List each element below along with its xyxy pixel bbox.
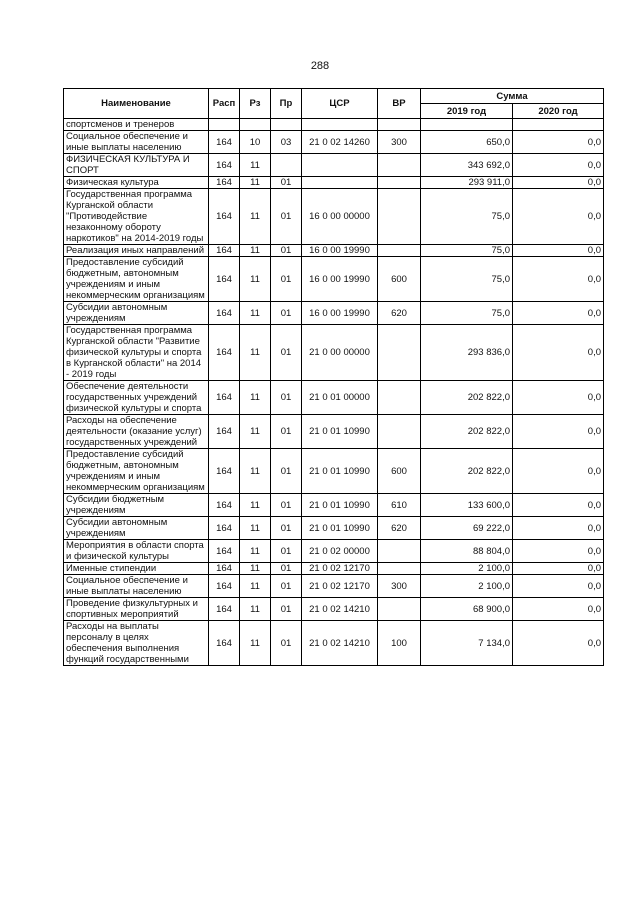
row-name: ФИЗИЧЕСКАЯ КУЛЬТУРА И СПОРТ <box>64 154 209 177</box>
row-vr <box>378 245 421 257</box>
header-name: Наименование <box>64 89 209 119</box>
row-name: Расходы на обеспечение деятельности (оказание услуг) государственных учреждений <box>64 415 209 449</box>
row-2019: 75,0 <box>421 245 513 257</box>
row-name: Предоставление субсидий бюджетным, автономным учреждениям и иным некоммерческим организациям <box>64 449 209 494</box>
row-rz: 11 <box>240 517 271 540</box>
row-pr: 01 <box>271 381 302 415</box>
table-row <box>64 494 604 517</box>
row-2020: 0,0 <box>513 189 604 245</box>
table-row <box>64 245 604 257</box>
row-vr <box>378 540 421 563</box>
row-csr: 21 0 01 00000 <box>302 381 378 415</box>
row-vr <box>378 325 421 381</box>
row-rz: 11 <box>240 381 271 415</box>
row-rz: 11 <box>240 415 271 449</box>
table-row <box>64 621 604 666</box>
row-pr: 01 <box>271 449 302 494</box>
table-body <box>64 119 604 666</box>
table-row <box>64 325 604 381</box>
row-rasp: 164 <box>209 449 240 494</box>
row-csr: 16 0 00 00000 <box>302 189 378 245</box>
row-vr: 300 <box>378 575 421 598</box>
row-2019: 2 100,0 <box>421 575 513 598</box>
table-row <box>64 540 604 563</box>
row-csr: 21 0 01 10990 <box>302 449 378 494</box>
row-2020: 0,0 <box>513 449 604 494</box>
row-name: Предоставление субсидий бюджетным, автономным учреждениям и иным некоммерческим организациям <box>64 257 209 302</box>
header-pr: Пр <box>271 89 302 119</box>
row-rz: 11 <box>240 621 271 666</box>
row-rasp: 164 <box>209 302 240 325</box>
row-csr: 21 0 02 14210 <box>302 621 378 666</box>
row-vr: 620 <box>378 517 421 540</box>
row-vr <box>378 189 421 245</box>
table-row <box>64 575 604 598</box>
table-row <box>64 177 604 189</box>
row-pr: 01 <box>271 494 302 517</box>
row-csr: 16 0 00 19990 <box>302 245 378 257</box>
row-csr: 21 0 02 12170 <box>302 563 378 575</box>
row-2019: 133 600,0 <box>421 494 513 517</box>
table-row <box>64 517 604 540</box>
row-rz: 11 <box>240 598 271 621</box>
row-csr: 21 0 02 14210 <box>302 598 378 621</box>
row-rz: 11 <box>240 245 271 257</box>
table-row <box>64 189 604 245</box>
row-csr: 16 0 00 19990 <box>302 302 378 325</box>
row-pr: 01 <box>271 325 302 381</box>
row-pr: 01 <box>271 415 302 449</box>
row-rasp: 164 <box>209 177 240 189</box>
row-vr: 300 <box>378 131 421 154</box>
row-2020: 0,0 <box>513 494 604 517</box>
row-2020: 0,0 <box>513 381 604 415</box>
row-name: спортсменов и тренеров <box>64 119 209 131</box>
row-2019: 202 822,0 <box>421 415 513 449</box>
row-2020: 0,0 <box>513 325 604 381</box>
row-vr: 610 <box>378 494 421 517</box>
row-2020: 0,0 <box>513 245 604 257</box>
row-pr: 01 <box>271 621 302 666</box>
row-rz: 11 <box>240 154 271 177</box>
row-name: Социальное обеспечение и иные выплаты населению <box>64 575 209 598</box>
row-vr <box>378 563 421 575</box>
row-2020: 0,0 <box>513 257 604 302</box>
row-2019 <box>421 119 513 131</box>
row-2020: 0,0 <box>513 575 604 598</box>
header-2020: 2020 год <box>513 104 604 119</box>
row-vr <box>378 381 421 415</box>
row-2019: 293 911,0 <box>421 177 513 189</box>
row-rasp: 164 <box>209 517 240 540</box>
row-2020: 0,0 <box>513 621 604 666</box>
row-rasp: 164 <box>209 154 240 177</box>
header-csr: ЦСР <box>302 89 378 119</box>
row-2019: 2 100,0 <box>421 563 513 575</box>
row-rz: 11 <box>240 563 271 575</box>
row-rz: 11 <box>240 575 271 598</box>
row-2019: 293 836,0 <box>421 325 513 381</box>
row-name: Субсидии автономным учреждениям <box>64 517 209 540</box>
table-row <box>64 131 604 154</box>
row-rasp: 164 <box>209 621 240 666</box>
row-name: Физическая культура <box>64 177 209 189</box>
row-pr: 01 <box>271 245 302 257</box>
row-rasp: 164 <box>209 189 240 245</box>
row-rz <box>240 119 271 131</box>
row-pr <box>271 119 302 131</box>
table-header <box>64 89 604 119</box>
row-2019: 343 692,0 <box>421 154 513 177</box>
row-rasp: 164 <box>209 245 240 257</box>
row-csr: 21 0 01 10990 <box>302 517 378 540</box>
row-pr: 01 <box>271 563 302 575</box>
row-2020: 0,0 <box>513 415 604 449</box>
row-rasp: 164 <box>209 415 240 449</box>
row-pr: 01 <box>271 598 302 621</box>
page-number: 288 <box>310 60 330 72</box>
row-rz: 11 <box>240 177 271 189</box>
row-2019: 75,0 <box>421 257 513 302</box>
row-2019: 69 222,0 <box>421 517 513 540</box>
table-row <box>64 381 604 415</box>
row-rasp: 164 <box>209 575 240 598</box>
row-rz: 11 <box>240 494 271 517</box>
row-name: Мероприятия в области спорта и физической культуры <box>64 540 209 563</box>
row-vr <box>378 154 421 177</box>
row-2019: 75,0 <box>421 189 513 245</box>
table-row <box>64 598 604 621</box>
row-2020: 0,0 <box>513 302 604 325</box>
row-rz: 11 <box>240 325 271 381</box>
row-2019: 7 134,0 <box>421 621 513 666</box>
row-pr: 01 <box>271 189 302 245</box>
row-name: Субсидии автономным учреждениям <box>64 302 209 325</box>
table-row <box>64 154 604 177</box>
row-2020: 0,0 <box>513 177 604 189</box>
row-rasp: 164 <box>209 325 240 381</box>
row-csr: 21 0 01 10990 <box>302 415 378 449</box>
row-csr <box>302 177 378 189</box>
row-2019: 202 822,0 <box>421 381 513 415</box>
row-vr <box>378 598 421 621</box>
row-2019: 75,0 <box>421 302 513 325</box>
row-name: Обеспечение деятельности государственных учреждений физической культуры и спорта <box>64 381 209 415</box>
row-name: Именные стипендии <box>64 563 209 575</box>
row-2020: 0,0 <box>513 517 604 540</box>
row-rasp: 164 <box>209 131 240 154</box>
row-vr: 620 <box>378 302 421 325</box>
row-name: Расходы на выплаты персоналу в целях обеспечения выполнения функций государственными <box>64 621 209 666</box>
row-rasp: 164 <box>209 563 240 575</box>
row-csr: 21 0 02 00000 <box>302 540 378 563</box>
row-csr <box>302 119 378 131</box>
row-name: Социальное обеспечение и иные выплаты населению <box>64 131 209 154</box>
header-sum: Сумма <box>421 89 604 104</box>
row-vr: 600 <box>378 449 421 494</box>
row-2019: 650,0 <box>421 131 513 154</box>
table-row <box>64 119 604 131</box>
row-rz: 11 <box>240 302 271 325</box>
row-pr: 01 <box>271 302 302 325</box>
table-row <box>64 415 604 449</box>
row-2019: 88 804,0 <box>421 540 513 563</box>
row-pr: 01 <box>271 575 302 598</box>
row-vr <box>378 415 421 449</box>
row-2020: 0,0 <box>513 598 604 621</box>
row-csr: 21 0 02 12170 <box>302 575 378 598</box>
row-vr <box>378 177 421 189</box>
row-rz: 11 <box>240 540 271 563</box>
row-pr: 01 <box>271 517 302 540</box>
row-pr: 03 <box>271 131 302 154</box>
row-2020: 0,0 <box>513 154 604 177</box>
row-2020: 0,0 <box>513 131 604 154</box>
budget-table <box>63 88 604 666</box>
row-rasp <box>209 119 240 131</box>
row-vr <box>378 119 421 131</box>
table-row <box>64 302 604 325</box>
table-row <box>64 563 604 575</box>
row-pr <box>271 154 302 177</box>
row-rasp: 164 <box>209 540 240 563</box>
row-rz: 10 <box>240 131 271 154</box>
table-row <box>64 449 604 494</box>
header-rz: Рз <box>240 89 271 119</box>
row-rz: 11 <box>240 189 271 245</box>
row-pr: 01 <box>271 177 302 189</box>
row-name: Государственная программа Курганской области "Противодействие незаконному обороту наркотиков" на 2014-2019 годы <box>64 189 209 245</box>
row-2019: 202 822,0 <box>421 449 513 494</box>
row-2020 <box>513 119 604 131</box>
row-2020: 0,0 <box>513 540 604 563</box>
row-pr: 01 <box>271 257 302 302</box>
row-2019: 68 900,0 <box>421 598 513 621</box>
row-csr: 21 0 02 14260 <box>302 131 378 154</box>
row-csr: 21 0 01 10990 <box>302 494 378 517</box>
row-vr: 100 <box>378 621 421 666</box>
table-row <box>64 257 604 302</box>
row-2020: 0,0 <box>513 563 604 575</box>
row-rasp: 164 <box>209 598 240 621</box>
row-rasp: 164 <box>209 257 240 302</box>
row-name: Проведение физкультурных и спортивных мероприятий <box>64 598 209 621</box>
row-csr: 16 0 00 19990 <box>302 257 378 302</box>
row-rasp: 164 <box>209 381 240 415</box>
header-rasp: Расп <box>209 89 240 119</box>
row-name: Государственная программа Курганской области "Развитие физической культуры и спорта в Курганской области" на 2014 - 2019 годы <box>64 325 209 381</box>
row-rz: 11 <box>240 257 271 302</box>
row-pr: 01 <box>271 540 302 563</box>
row-vr: 600 <box>378 257 421 302</box>
row-name: Субсидии бюджетным учреждениям <box>64 494 209 517</box>
row-rz: 11 <box>240 449 271 494</box>
row-csr <box>302 154 378 177</box>
header-2019: 2019 год <box>421 104 513 119</box>
row-rasp: 164 <box>209 494 240 517</box>
row-name: Реализация иных направлений <box>64 245 209 257</box>
header-vr: ВР <box>378 89 421 119</box>
row-csr: 21 0 00 00000 <box>302 325 378 381</box>
